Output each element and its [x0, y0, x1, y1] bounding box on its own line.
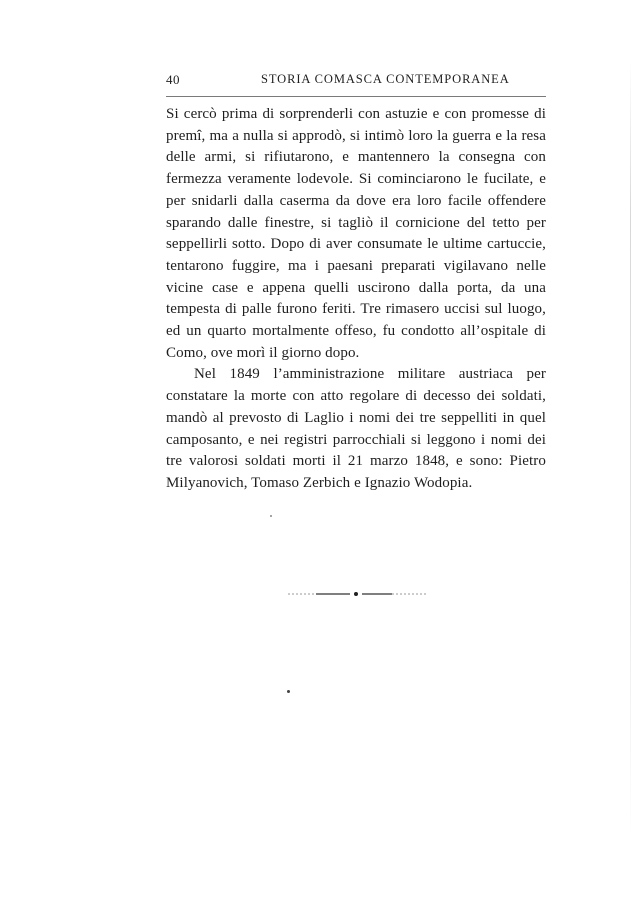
print-speck — [287, 690, 290, 693]
page-edge-shadow — [630, 60, 631, 840]
running-header — [166, 72, 546, 94]
end-ornament — [288, 590, 428, 598]
paragraph-2: Nel 1849 l’amministrazione militare austriaca per constatare la morte con atto regolare di decesso dei soldati, mandò al prevosto di Laglio i nomi dei tre seppelliti in quel camposanto, e nei registri parrocchiali si leggono i nomi dei tre valorosi soldati morti il 21 marzo 1848, e sono: Pietro Milyanovich, Tomaso Zerbich e Ignazio Wodopia. — [166, 366, 546, 491]
print-speck — [270, 515, 272, 517]
header-rule — [166, 96, 546, 97]
body-text — [166, 104, 546, 495]
paragraph-1: Si cercò prima di sorprenderli con astuzie e con promesse di premî, ma a nulla si approdò, si intimò loro la guerra e la resa delle armi, si rifiutarono, e mantennero la consegna con fermezza veramente lodevole. Si cominciarono le fucilate, e per snidarli dalla caserma da dove era loro facile offendere sparando dalle finestre, si tagliò il cornicione del tetto per seppellirli sotto. Dopo di aver consumate le ultime cartuccie, tentarono fuggire, ma i paesani preparati vigilavano nelle vicine case e appena quelli uscirono dalla porta, da una tempesta di palle furono feriti. Tre rimasero uccisi sul luogo, ed un quarto mortalmente offeso, fu condotto all’ospitale di Como, ove morì il giorno dopo. — [166, 106, 546, 361]
page-number: 40 — [166, 72, 180, 87]
running-title: STORIA COMASCA CONTEMPORANEA — [261, 72, 510, 86]
